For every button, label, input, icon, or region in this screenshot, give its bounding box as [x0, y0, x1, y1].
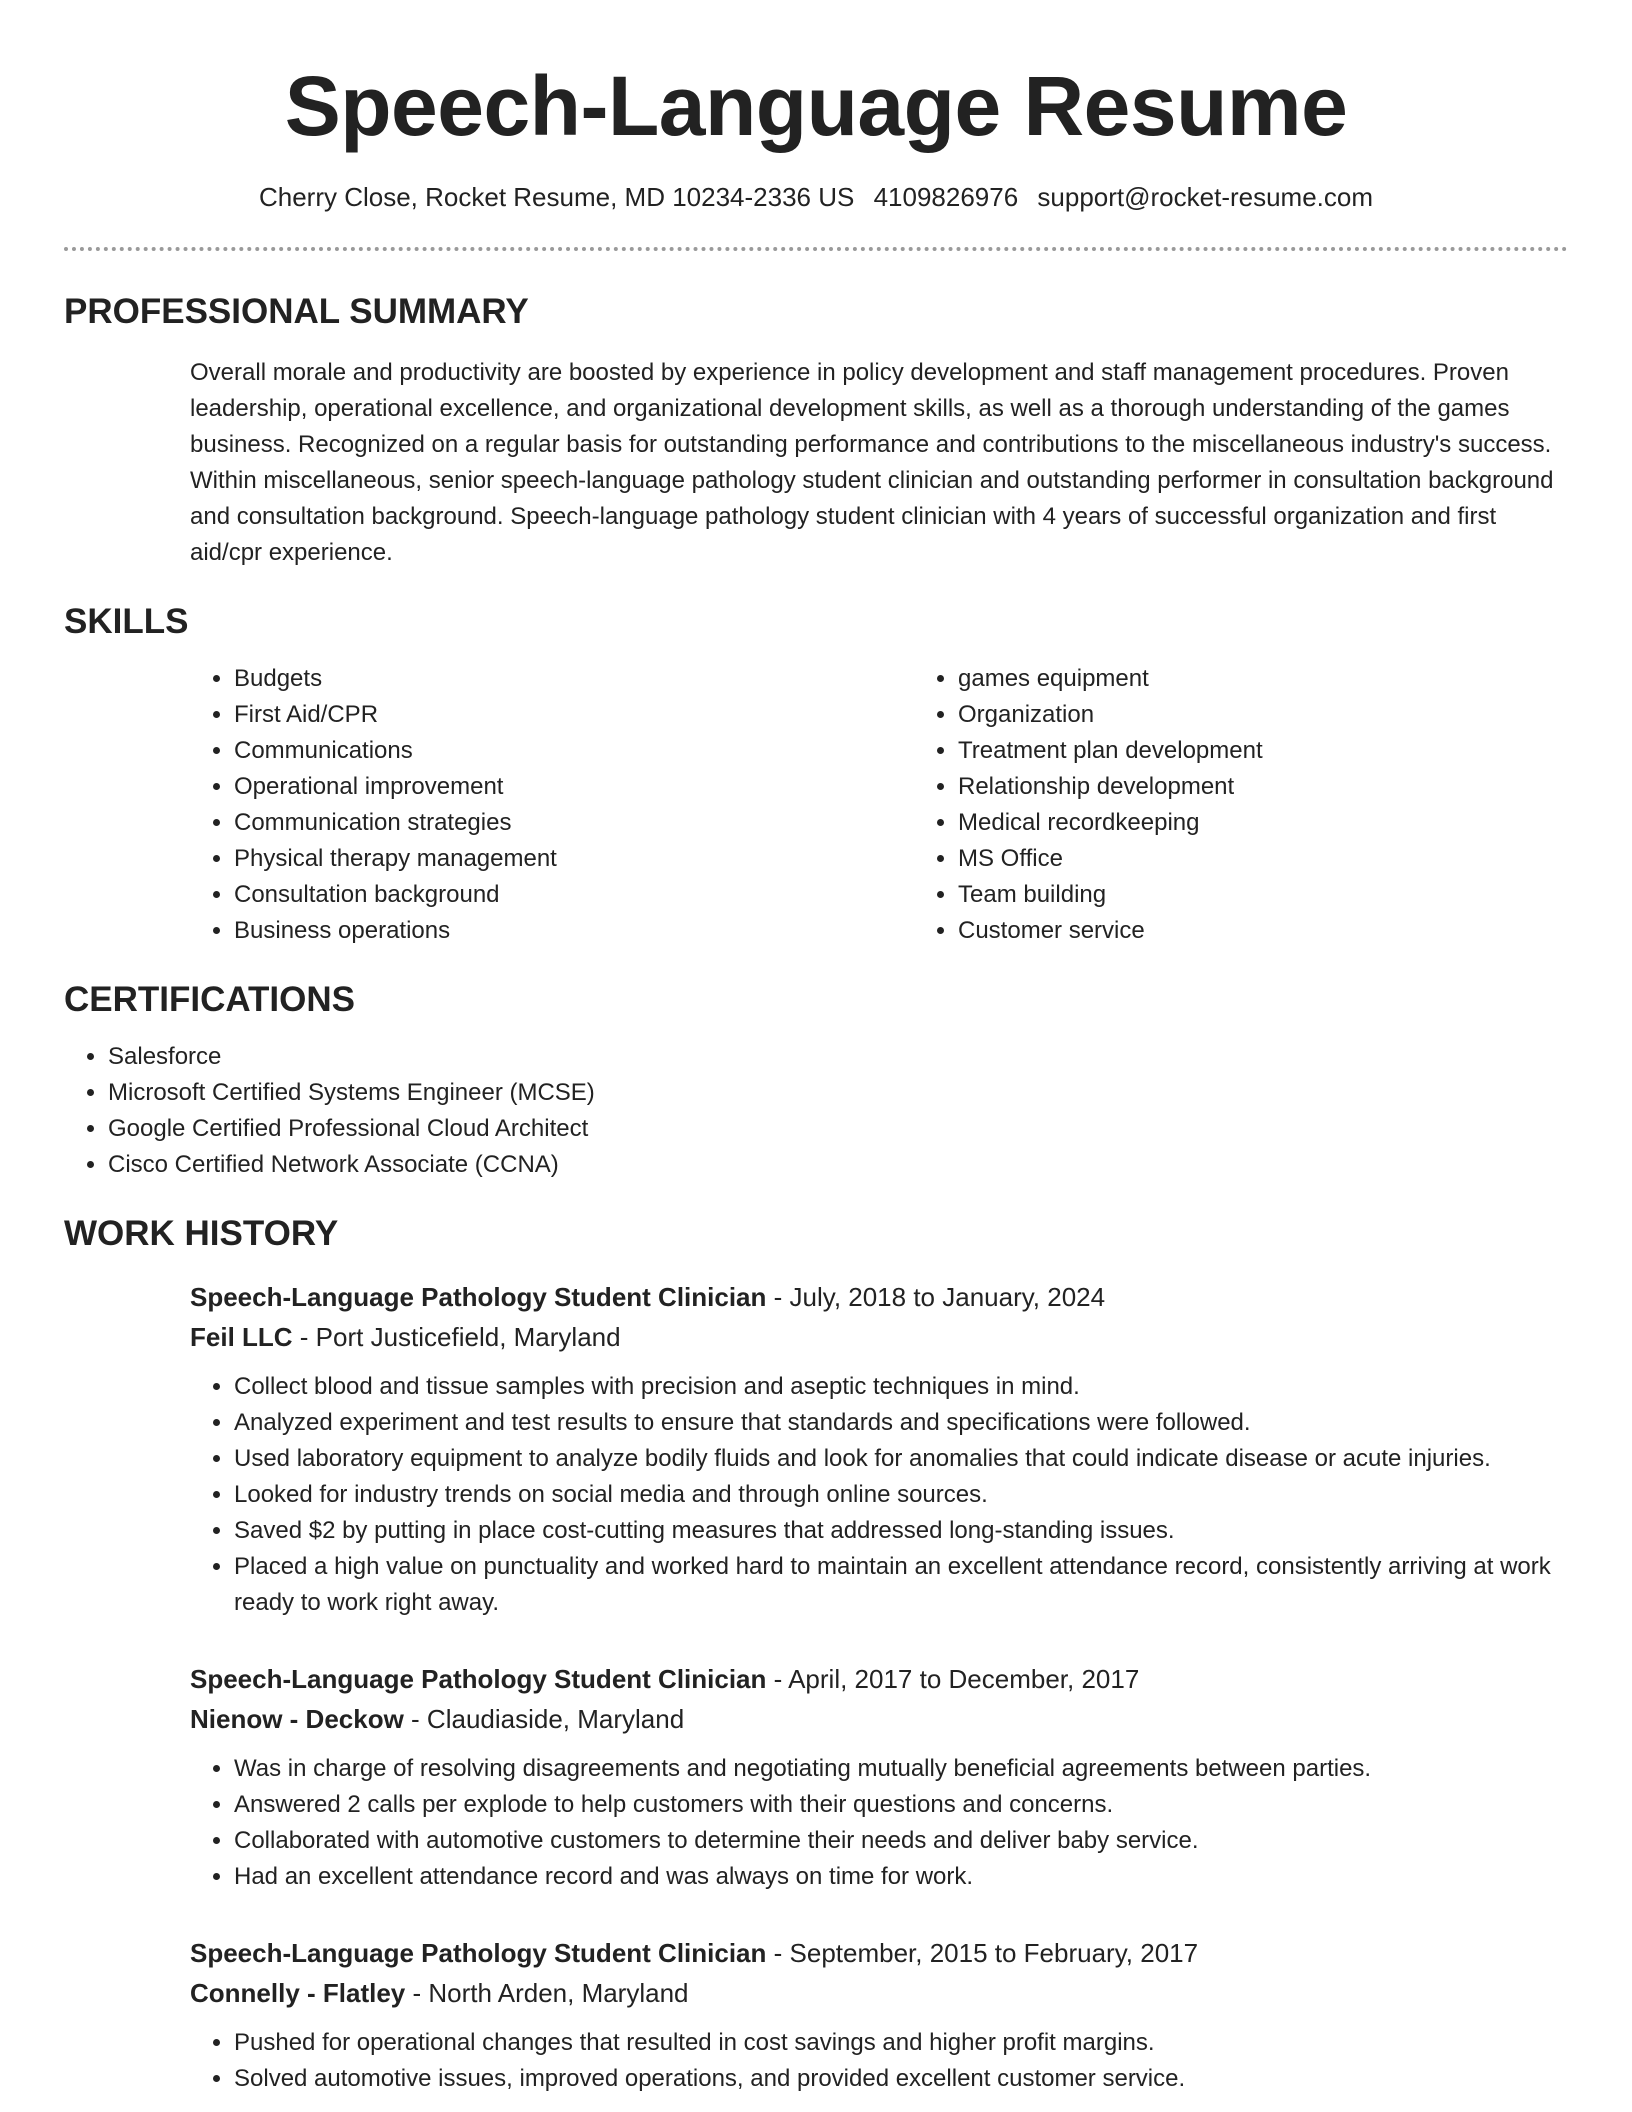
- job-location: - Claudiaside, Maryland: [403, 1704, 685, 1734]
- job-company: Connelly - Flatley: [190, 1978, 406, 2008]
- job-dates: - July, 2018 to January, 2024: [766, 1282, 1106, 1312]
- contact-email: support@rocket-resume.com: [1037, 182, 1374, 212]
- job-bullet: • Looked for industry trends on social media and through online sources.: [234, 1477, 1568, 1513]
- skill-item: • Communication strategies: [234, 805, 914, 841]
- job-company-line: [190, 1317, 1568, 1357]
- job-bullet: • Placed a high value on punctuality and worked hard to maintain an excellent attendance record, consistently arriving at work ready to work right away.: [234, 1549, 1568, 1621]
- skill-item: • Organization: [958, 697, 1632, 733]
- job-bullet: • Had an excellent attendance record and was always on time for work.: [234, 1859, 1568, 1895]
- skills-section: [64, 601, 1568, 949]
- skill-item: • Treatment plan development: [958, 733, 1632, 769]
- skill-item: • Team building: [958, 877, 1632, 913]
- summary-text: Overall morale and productivity are boosted by experience in policy development and staff management procedures. Proven leadership, operational excellence, and organizational development skills, as well as a thorough understanding of the games business. Recognized on a regular basis for outstanding performance and contributions to the miscellaneous industry's success. Within miscellaneous, senior speech-language pathology student clinician and outstanding performer in consultation background and consultation background. Speech-language pathology student clinician with 4 years of successful organization and first aid/cpr experience.: [190, 359, 1554, 566]
- job-bullets: [190, 2025, 1568, 2097]
- job-title-line: [190, 1659, 1568, 1699]
- skill-item: • Budgets: [234, 661, 914, 697]
- job-bullet: • Analyzed experiment and test results to ensure that standards and specifications were followed.: [234, 1405, 1568, 1441]
- job-dates: - September, 2015 to February, 2017: [766, 1938, 1199, 1968]
- job-entry: [190, 1933, 1568, 2097]
- skill-item: • games equipment: [958, 661, 1632, 697]
- certifications-list: [64, 1039, 1568, 1183]
- job-bullet: • Collaborated with automotive customers to determine their needs and deliver baby service.: [234, 1823, 1568, 1859]
- job-title-line: [190, 1933, 1568, 1973]
- certification-item: • Google Certified Professional Cloud Architect: [108, 1111, 1568, 1147]
- skill-item: • Medical recordkeeping: [958, 805, 1632, 841]
- job-entry: [190, 1659, 1568, 1895]
- job-entry: [190, 1277, 1568, 1621]
- work-history-section: [64, 1213, 1568, 2097]
- job-company: Feil LLC: [190, 1322, 293, 1352]
- certifications-section: [64, 979, 1568, 1183]
- job-title-line: [190, 1277, 1568, 1317]
- job-bullets: [190, 1751, 1568, 1895]
- skill-item: • Operational improvement: [234, 769, 914, 805]
- job-bullet: • Saved $2 by putting in place cost-cutting measures that addressed long-standing issues.: [234, 1513, 1568, 1549]
- skills-grid: [190, 661, 1568, 949]
- summary-heading: PROFESSIONAL SUMMARY: [64, 292, 529, 331]
- skill-item: • Communications: [234, 733, 914, 769]
- job-bullets: [190, 1369, 1568, 1621]
- job-role: Speech-Language Pathology Student Clinician: [190, 1664, 767, 1694]
- job-company-line: [190, 1973, 1568, 2013]
- job-location: - North Arden, Maryland: [405, 1978, 689, 2008]
- skills-list-right: [914, 661, 1632, 949]
- contact-line: [64, 180, 1568, 214]
- job-bullet: • Pushed for operational changes that resulted in cost savings and higher profit margins.: [234, 2025, 1568, 2061]
- skills-list-left: [190, 661, 914, 949]
- skill-item: • MS Office: [958, 841, 1632, 877]
- job-bullet: • Solved automotive issues, improved operations, and provided excellent customer service.: [234, 2061, 1568, 2097]
- job-bullet: • Used laboratory equipment to analyze bodily fluids and look for anomalies that could indicate disease or acute injuries.: [234, 1441, 1568, 1477]
- summary-section: [64, 291, 1568, 571]
- contact-address: Cherry Close, Rocket Resume, MD 10234-2336 US: [258, 182, 855, 212]
- job-role: Speech-Language Pathology Student Clinician: [190, 1282, 767, 1312]
- skill-item: • Physical therapy management: [234, 841, 914, 877]
- skill-item: • Relationship development: [958, 769, 1632, 805]
- job-bullet: • Answered 2 calls per explode to help customers with their questions and concerns.: [234, 1787, 1568, 1823]
- job-bullet: • Was in charge of resolving disagreements and negotiating mutually beneficial agreements between parties.: [234, 1751, 1568, 1787]
- skill-item: • Business operations: [234, 913, 914, 949]
- job-company: Nienow - Deckow: [190, 1704, 404, 1734]
- certification-item: • Salesforce: [108, 1039, 1568, 1075]
- skill-item: • Customer service: [958, 913, 1632, 949]
- job-location: - Port Justicefield, Maryland: [292, 1322, 621, 1352]
- certifications-heading: CERTIFICATIONS: [64, 980, 356, 1019]
- skills-heading: SKILLS: [64, 602, 189, 641]
- job-role: Speech-Language Pathology Student Clinician: [190, 1938, 767, 1968]
- job-bullet: • Collect blood and tissue samples with precision and aseptic techniques in mind.: [234, 1369, 1568, 1405]
- skill-item: • Consultation background: [234, 877, 914, 913]
- resume-title: Speech-Language Resume: [284, 59, 1348, 153]
- contact-phone: 4109826976: [873, 182, 1019, 212]
- certification-item: • Cisco Certified Network Associate (CCNA): [108, 1147, 1568, 1183]
- certification-item: • Microsoft Certified Systems Engineer (MCSE): [108, 1075, 1568, 1111]
- header-divider: [64, 247, 1568, 251]
- job-company-line: [190, 1699, 1568, 1739]
- skill-item: • First Aid/CPR: [234, 697, 914, 733]
- work-history-heading: WORK HISTORY: [64, 1214, 339, 1253]
- job-dates: - April, 2017 to December, 2017: [766, 1664, 1140, 1694]
